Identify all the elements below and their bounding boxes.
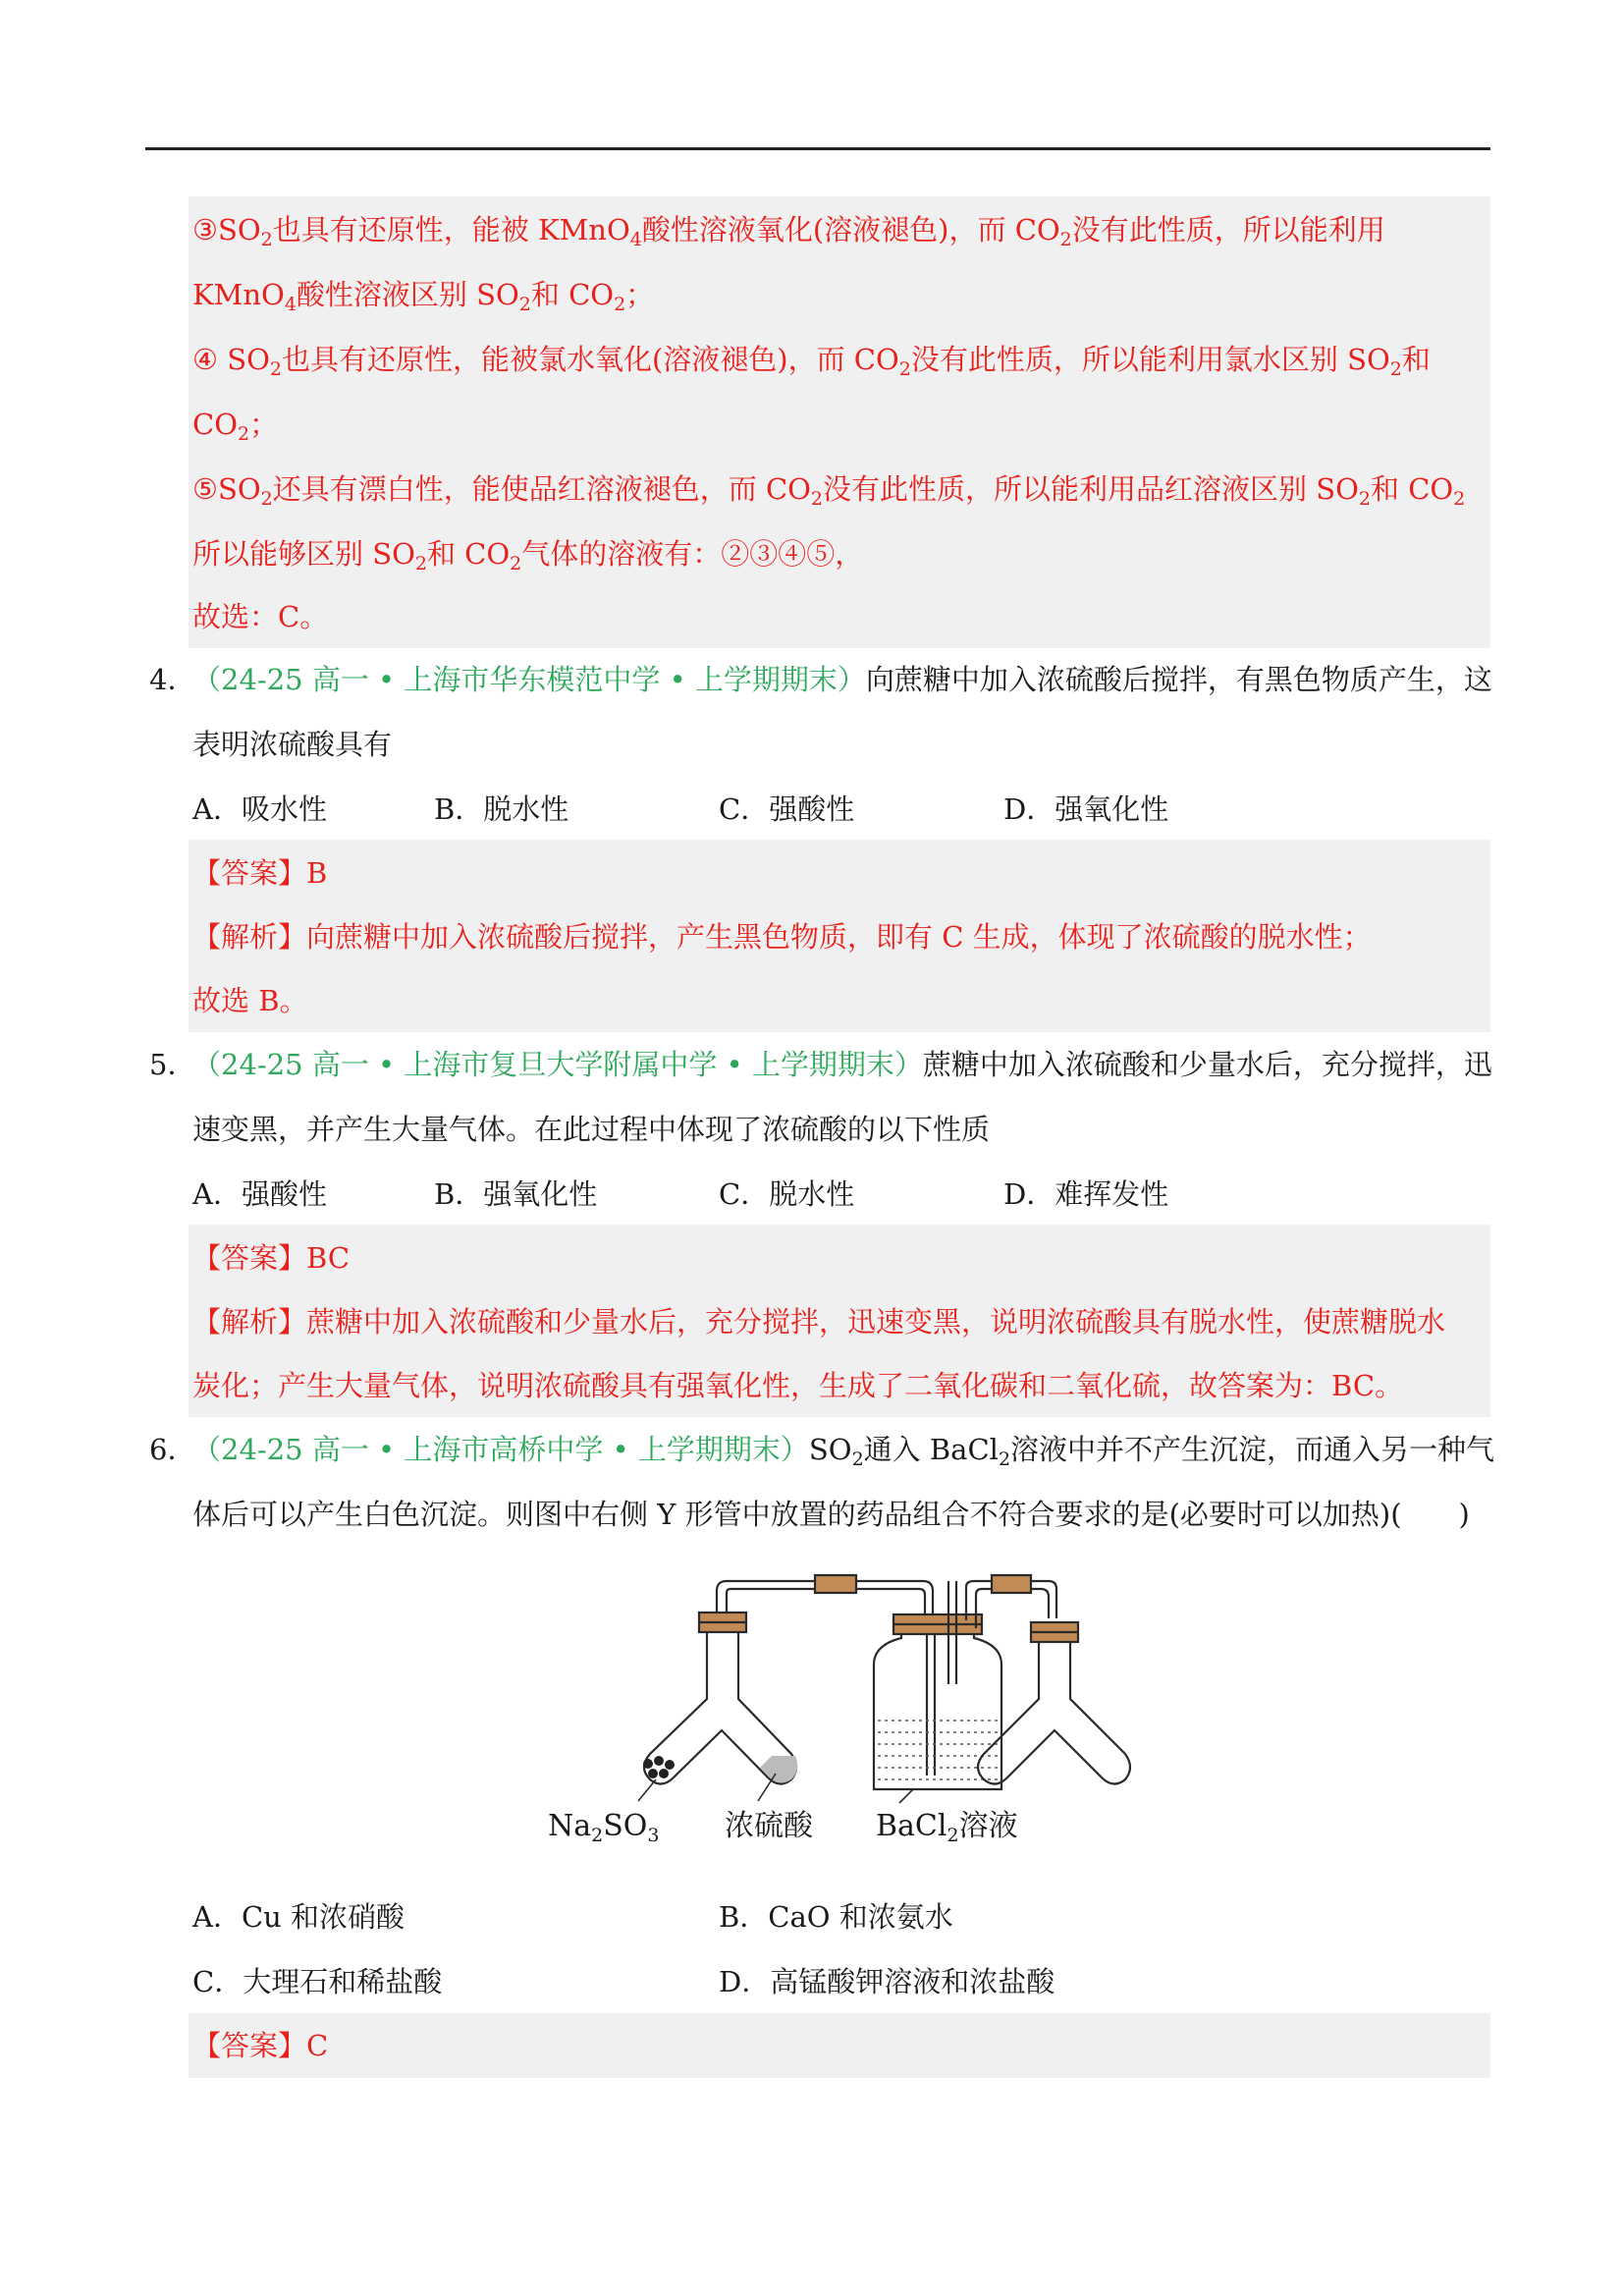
q6-number: 6． xyxy=(149,1433,196,1466)
q4-option-c: C．强酸性 xyxy=(719,793,855,826)
q5-option-b: B．强氧化性 xyxy=(434,1177,598,1211)
q6-option-d: D．高锰酸钾溶液和浓盐酸 xyxy=(719,1965,1055,1998)
q4-option-b: B．脱水性 xyxy=(434,793,569,826)
q5-analysis-1: 【解析】蔗糖中加入浓硫酸和少量水后，充分搅拌，迅速变黑，说明浓硫酸具有脱水性，使蔗糖脱水 xyxy=(192,1305,1446,1339)
q4-option-d: D．强氧化性 xyxy=(1003,793,1169,826)
q5-option-c: C．脱水性 xyxy=(719,1177,855,1211)
label-bacl2-solution: BaCl$_2$溶液 xyxy=(876,1809,1018,1846)
q5-analysis-2: 炭化；产生大量气体，说明浓硫酸具有强氧化性，生成了二氧化碳和二氧化硫，故答案为：BC。 xyxy=(192,1369,1404,1402)
apparatus-diagram xyxy=(628,1561,1139,1807)
analysis-line-3: ④ $SO_2$也具有还原性，能被氯水氧化(溶液褪色)，而 $CO_2$没有此性质，所以能利用氯水区别 $SO_2$和 xyxy=(192,343,1431,380)
gas-bottle xyxy=(874,1620,1001,1789)
q5-number: 5． xyxy=(149,1048,196,1081)
q6-option-c: C．大理石和稀盐酸 xyxy=(192,1965,443,1998)
q6-stem-line-2: 体后可以产生白色沉淀。则图中右侧 Y 形管中放置的药品组合不符合要求的是(必要时可以加热)( ) xyxy=(192,1498,1470,1531)
q6-source: （24-25 高一 • 上海市高桥中学 • 上学期期末） xyxy=(192,1433,809,1466)
q5-answer: 【答案】BC xyxy=(192,1241,351,1275)
q4-number: 4． xyxy=(149,663,196,696)
q5-text-1: 蔗糖中加入浓硫酸和少量水后，充分搅拌，迅 xyxy=(922,1048,1492,1081)
q4-analysis-1: 【解析】向蔗糖中加入浓硫酸后搅拌，产生黑色物质，即有 C 生成，体现了浓硫酸的脱水性； xyxy=(192,920,1372,954)
q6-answer: 【答案】C xyxy=(192,2029,329,2062)
analysis-box-1 xyxy=(189,196,1490,648)
q6-answer-box xyxy=(189,2013,1490,2078)
analysis-line-5: $⑤SO_2$还具有漂白性，能使品红溶液褪色，而 $CO_2$没有此性质，所以能利用品红溶液区别 $SO_2$和 $CO_2$ xyxy=(192,472,1466,510)
q6-stem-line-1: （24-25 高一 • 上海市高桥中学 • 上学期期末）$SO_2$通入 BaCl$_2$溶液中并不产生沉淀，而通入另一种气 xyxy=(192,1433,1495,1470)
q5-option-a: A．强酸性 xyxy=(192,1177,327,1211)
analysis-line-6: 所以能够区别 $SO_2$和 $CO_2$气体的溶液有：②③④⑤， xyxy=(192,537,864,574)
q4-answer: 【答案】B xyxy=(192,856,328,890)
q5-source: （24-25 高一 • 上海市复旦大学附属中学 • 上学期期末） xyxy=(192,1048,923,1081)
header-rule xyxy=(145,147,1490,150)
label-conc-sulfuric-acid: 浓硫酸 xyxy=(725,1809,813,1843)
q5-stem-line-2: 速变黑，并产生大量气体。在此过程中体现了浓硫酸的以下性质 xyxy=(192,1113,991,1146)
q5-option-d: D．难挥发性 xyxy=(1003,1177,1169,1211)
q4-source: （24-25 高一 • 上海市华东模范中学 • 上学期期末） xyxy=(192,663,866,696)
q4-text-1: 向蔗糖中加入浓硫酸后搅拌，有黑色物质产生，这 xyxy=(865,663,1492,696)
analysis-line-4: $CO_2$； xyxy=(192,408,279,445)
q6-option-a: A．Cu 和浓硝酸 xyxy=(192,1900,406,1934)
q5-stem-line-1 xyxy=(192,1045,1492,1084)
acid-liquid xyxy=(760,1756,797,1783)
left-pipe-joint xyxy=(815,1575,856,1593)
q6-option-b: B．CaO 和浓氨水 xyxy=(719,1900,953,1934)
na2so3-solid xyxy=(643,1756,675,1778)
q4-stem-line-1 xyxy=(192,660,1492,699)
right-pipe-joint xyxy=(992,1575,1031,1593)
analysis-line-1: $③SO_2$也具有还原性，能被 KMnO$_4$酸性溶液氧化(溶液褪色)，而 $CO_2$没有此性质，所以能利用 xyxy=(192,213,1385,250)
q4-stem-line-2: 表明浓硫酸具有 xyxy=(192,728,393,761)
analysis-line-7: 故选：C。 xyxy=(192,600,329,633)
analysis-line-2: KMnO$_4$酸性溶液区别 $SO_2$和 $CO_2$； xyxy=(192,278,655,315)
q4-option-a: A．吸水性 xyxy=(192,793,327,826)
label-na2so3: $Na_2SO_3$ xyxy=(548,1809,660,1846)
q4-analysis-2: 故选 B。 xyxy=(192,984,308,1017)
